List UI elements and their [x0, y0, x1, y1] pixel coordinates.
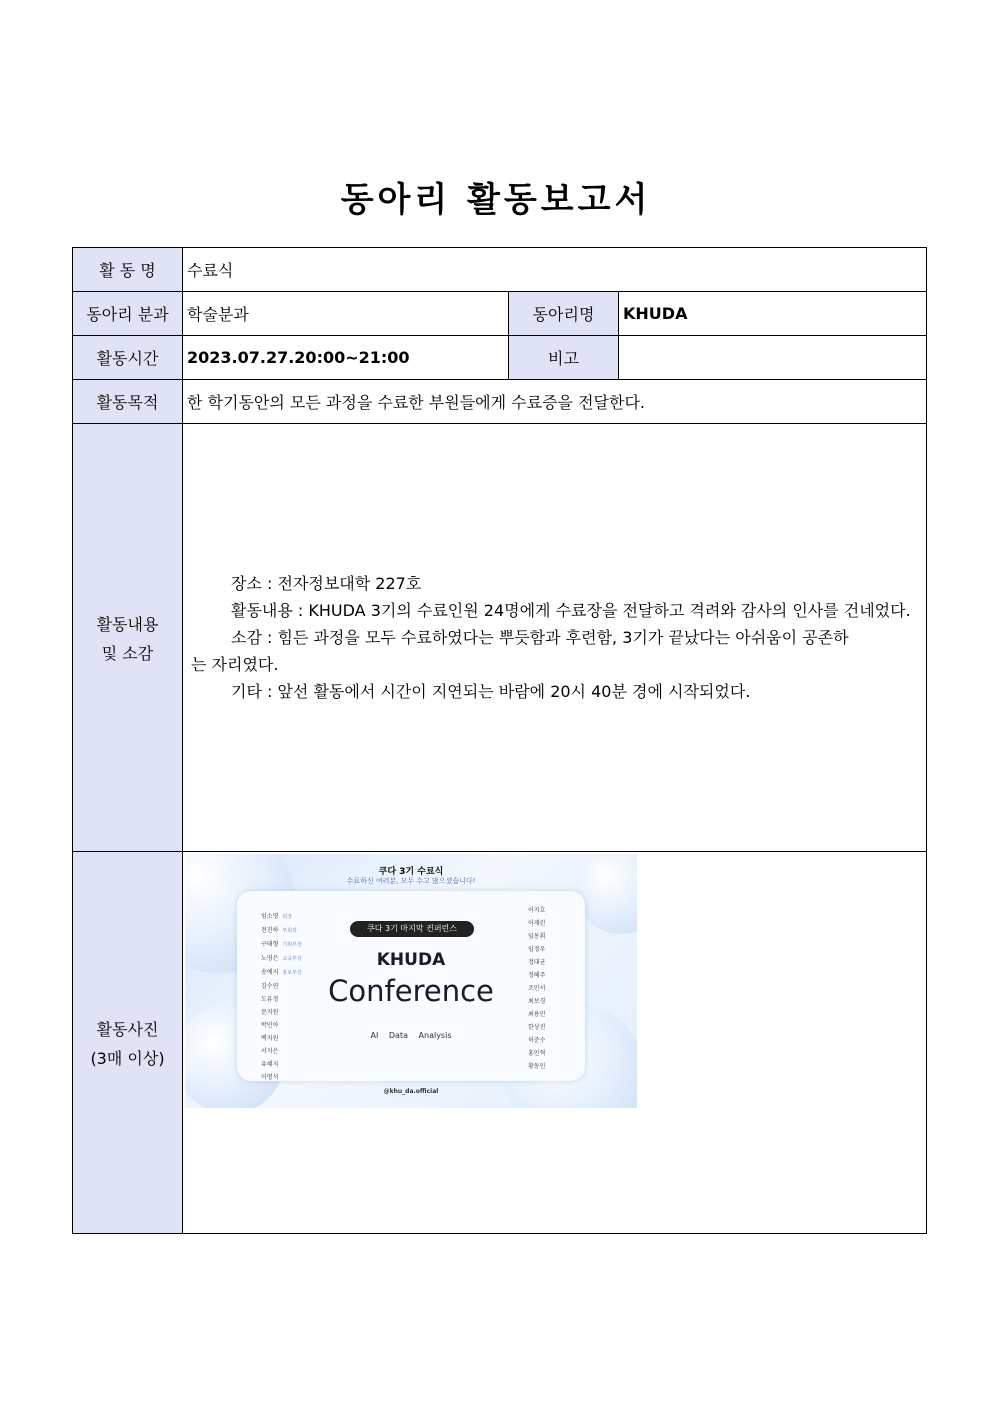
photo-name-text: 백지원 — [261, 1035, 279, 1042]
photo-name-left — [261, 1019, 302, 1032]
photo-name-text: 문지원 — [261, 1009, 279, 1016]
photo-name-left — [261, 980, 302, 993]
photo-name-text: 도유정 — [261, 996, 279, 1003]
content-cell — [183, 424, 927, 852]
photo-name-left — [261, 952, 302, 966]
photo-names-left — [261, 910, 302, 1084]
purpose-label: 활동목적 — [73, 380, 183, 424]
photo-pill: 쿠다 3기 마지막 컨퍼런스 — [350, 921, 474, 937]
photo-name-text: 전진하 — [261, 927, 279, 934]
photo-names-right — [528, 904, 545, 1073]
photo-name-text: 서지은 — [261, 1048, 279, 1055]
photo-name-text: 송예지 — [261, 969, 279, 976]
photo-name-left — [261, 966, 302, 980]
photo-handle: @khu_da.official — [383, 1088, 439, 1095]
club-category-value: 학술분과 — [183, 292, 509, 336]
photo-name-text: 박민아 — [261, 1022, 279, 1029]
row-content — [73, 424, 927, 852]
time-label: 활동시간 — [73, 336, 183, 380]
photo-name-right: 홍민혁 — [528, 1050, 546, 1057]
photo-name-right: 허준수 — [528, 1037, 546, 1044]
photo-label — [73, 852, 183, 1234]
photo-name-text: 임소영 — [261, 913, 279, 920]
photo-heading: 쿠다 3기 수료식 — [378, 867, 444, 877]
content-label — [73, 424, 183, 852]
photo-name-left — [261, 910, 302, 924]
content-activity: 활동내용 : KHUDA 3기의 수료인원 24명에게 수료장을 전달하고 격려와 감사의 인사를 건네었다. — [231, 601, 911, 620]
content-impression: 소감 : 힘든 과정을 모두 수료하였다는 뿌듯함과 후련함, 3기가 끝났다는 아쉬움이 공존하는 자리였다. — [191, 628, 849, 674]
photo-name-left — [261, 938, 302, 952]
photo-name-role: 홍보부장 — [282, 970, 302, 976]
photo-name-role: 회장 — [282, 914, 293, 920]
content-etc: 기타 : 앞선 활동에서 시간이 지연되는 바람에 20시 40분 경에 시작되었다. — [231, 682, 751, 701]
photo-name-right: 정대균 — [528, 959, 546, 966]
photo-name-right: 황동민 — [528, 1063, 546, 1070]
time-value: 2023.07.27.20:00~21:00 — [183, 336, 509, 380]
activity-photo — [185, 854, 637, 1108]
report-table — [72, 247, 927, 1234]
content-text — [187, 570, 922, 705]
photo-label-line1: 활동사진 — [96, 1019, 159, 1039]
photo-name-role: 교육부장 — [282, 956, 302, 962]
page-title: 동아리 활동보고서 — [340, 180, 652, 220]
photo-name-role: 기획부장 — [282, 942, 302, 948]
row-time — [73, 336, 927, 380]
photo-name-text: 김수연 — [261, 983, 279, 990]
photo-name-left — [261, 1071, 302, 1084]
photo-name-right: 한상진 — [528, 1024, 546, 1031]
photo-subheading: 수료하신 여러분, 모두 수고 많으셨습니다! — [346, 877, 476, 885]
note-value — [619, 336, 927, 380]
content-label-line1: 활동내용 — [96, 614, 159, 634]
photo-name-right: 이재린 — [528, 920, 546, 927]
photo-name-left — [261, 1058, 302, 1071]
row-purpose — [73, 380, 927, 424]
photo-tags: AI Data Analysis — [370, 1031, 452, 1040]
photo-name-text: 노영은 — [261, 955, 279, 962]
photo-khuda: KHUDA — [376, 950, 446, 970]
photo-name-role: 부회장 — [282, 928, 297, 934]
activity-name-label: 활 동 명 — [73, 248, 183, 292]
photo-name-right: 조민서 — [528, 985, 546, 992]
club-category-label: 동아리 분과 — [73, 292, 183, 336]
photo-label-line2: (3매 이상) — [90, 1048, 165, 1068]
photo-name-left — [261, 1006, 302, 1019]
photo-name-right: 임동휘 — [528, 933, 546, 940]
club-name-value: KHUDA — [619, 292, 927, 336]
photo-cell — [183, 852, 927, 1234]
photo-name-left — [261, 993, 302, 1006]
photo-name-left — [261, 1045, 302, 1058]
row-club — [73, 292, 927, 336]
photo-name-text: 구태형 — [261, 941, 279, 948]
photo-name-right: 이지호 — [528, 907, 546, 914]
photo-name-text: 이명석 — [261, 1074, 279, 1081]
photo-name-text: 유혜지 — [261, 1061, 279, 1068]
photo-name-right: 최용민 — [528, 1011, 546, 1018]
photo-name-right: 정혜주 — [528, 972, 546, 979]
note-label: 비고 — [509, 336, 619, 380]
photo-name-right: 임정우 — [528, 946, 546, 953]
activity-name-value: 수료식 — [183, 248, 927, 292]
purpose-value: 한 학기동안의 모든 과정을 수료한 부원들에게 수료증을 전달한다. — [183, 380, 927, 424]
photo-name-right: 최보경 — [528, 998, 546, 1005]
content-place: 장소 : 전자정보대학 227호 — [231, 574, 422, 593]
row-activity-name — [73, 248, 927, 292]
photo-name-left — [261, 1032, 302, 1045]
content-label-line2: 및 소감 — [101, 643, 154, 663]
row-photo — [73, 852, 927, 1234]
photo-name-left — [261, 924, 302, 938]
photo-conference: Conference — [328, 974, 494, 1008]
club-name-label: 동아리명 — [509, 292, 619, 336]
